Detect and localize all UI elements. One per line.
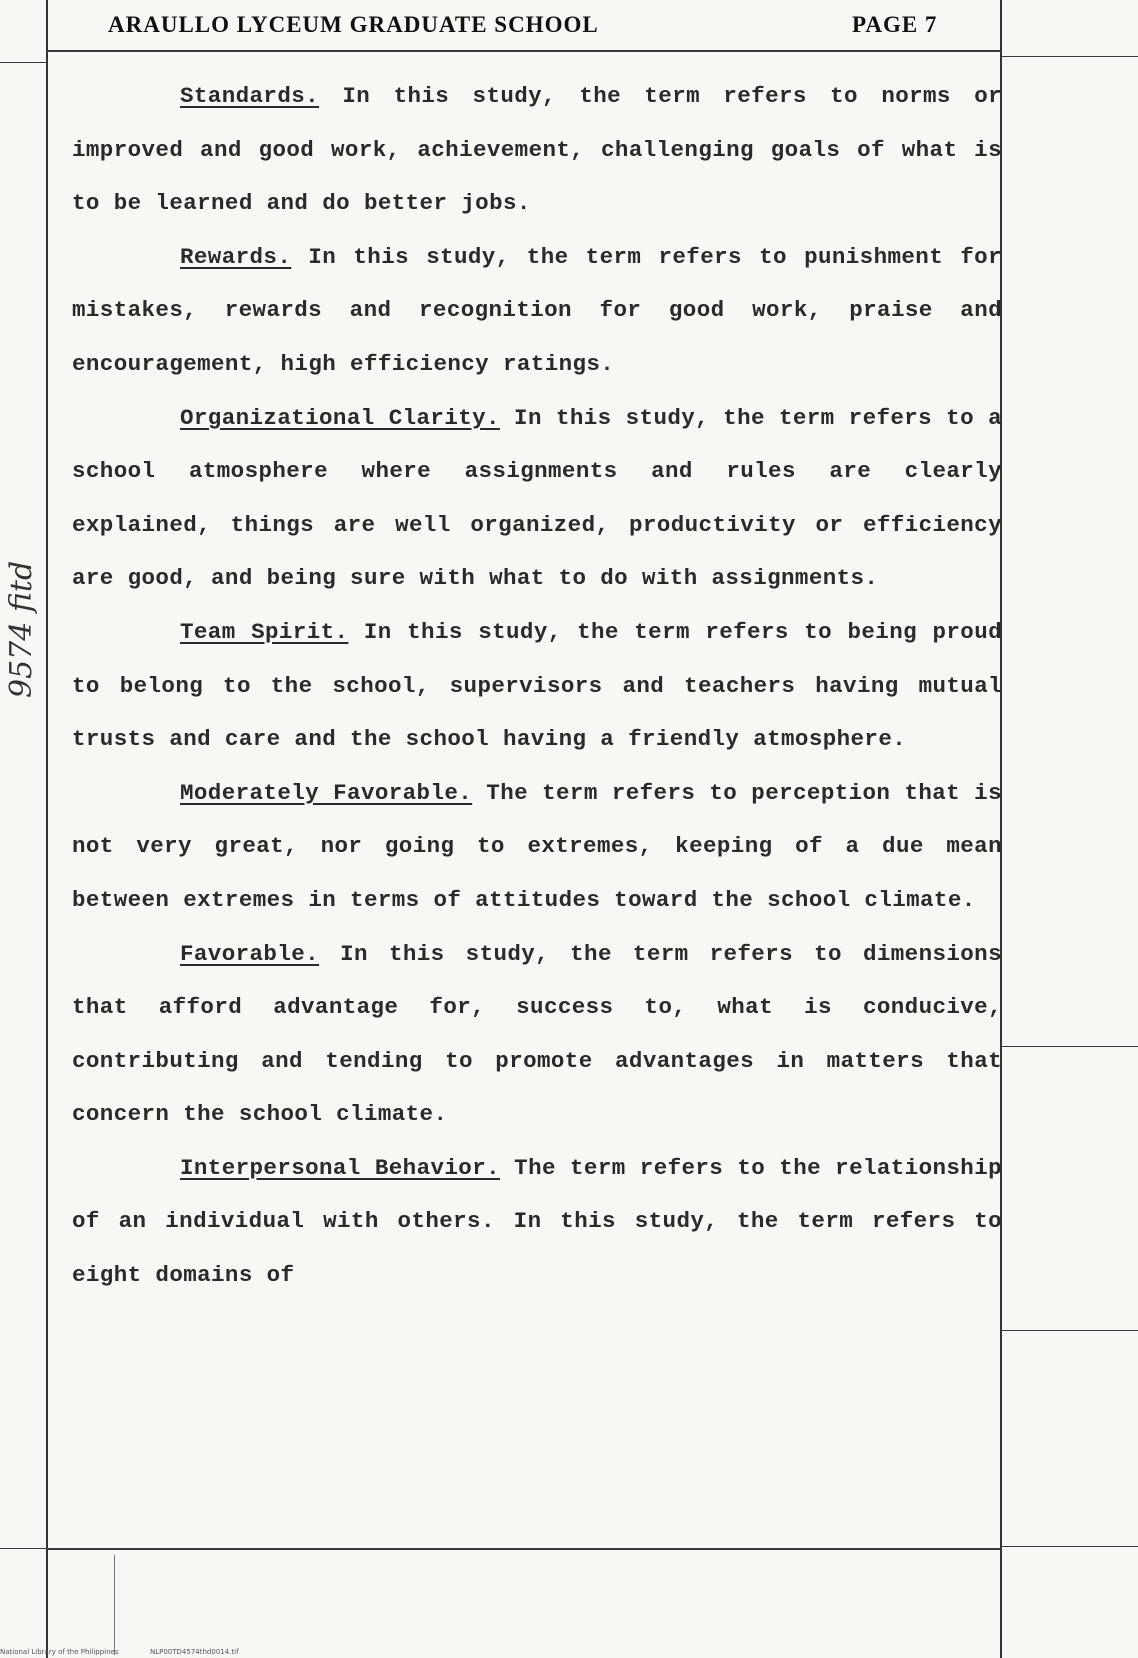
definition-text: In this study, the term refers to dimensions that afford advantage for, success to, what is conducive, contributing and tending to promote advantages in matters that concern the school climate. [72,940,1002,1128]
page-number: PAGE 7 [852,12,938,37]
definition-term: Organizational Clarity. [180,404,500,431]
page-header [46,0,1046,50]
definition-text: In this study, the term refers to punishment for mistakes, rewards and recognition for good work, praise and encouragement, high efficiency ratings. [72,243,1002,377]
footer-rule [46,1548,1002,1550]
definition-term: Favorable. [180,940,320,967]
header-title: ARAULLO LYCEUM GRADUATE SCHOOL [108,12,599,37]
definition-paragraph [72,1142,1002,1303]
header-rule [46,50,1002,52]
library-credit: National Library of the Philippines [0,1648,119,1656]
definition-term: Rewards. [180,243,292,270]
definition-paragraph [72,70,1002,231]
definition-text: The term refers to perception that is not very great, nor going to extremes, keeping of a due mean between extremes in terms of attitudes toward the school climate. [72,779,1002,913]
definition-term: Moderately Favorable. [180,779,473,806]
definition-paragraph [72,928,1002,1142]
definition-term: Team Spirit. [180,618,349,645]
right-margin-tick-3 [1002,1330,1138,1331]
handwritten-margin-note: 9574 fitd [4,560,39,698]
definition-term: Interpersonal Behavior. [180,1154,501,1181]
right-margin-tick-2 [1002,1046,1138,1047]
left-margin-tick-bottom [0,1548,46,1549]
definition-text: In this study, the term refers to being proud to belong to the school, supervisors and teachers having mutual trusts and care and the school having a friendly atmosphere. [72,618,1002,753]
left-margin-line [46,0,48,1658]
definition-paragraph [72,392,1002,606]
right-margin-tick-4 [1002,1546,1138,1547]
left-margin-tick-top [0,62,46,63]
definition-text: In this study, the term refers to norms or improved and good work, achievement, challenging goals of what is to be learned and do better jobs. [72,83,1002,217]
scan-file-id: NLP00TD4574thd0014.tif [150,1648,239,1656]
definition-paragraph [72,767,1002,928]
definition-term: Standards. [180,83,320,109]
right-margin-tick-1 [1002,56,1138,57]
scan-artifact-line [114,1555,115,1655]
definition-text: The term refers to the relationship of an individual with others. In this study, the term refers to eight domains of [72,1154,1002,1289]
definition-paragraph [72,606,1002,767]
definition-text: In this study, the term refers to a school atmosphere where assignments and rules are clearly explained, things are well organized, productivity or efficiency are good, and being sure with what to do with assignments. [72,404,1002,592]
definition-paragraph [72,231,1002,392]
body-text [72,70,1002,1303]
